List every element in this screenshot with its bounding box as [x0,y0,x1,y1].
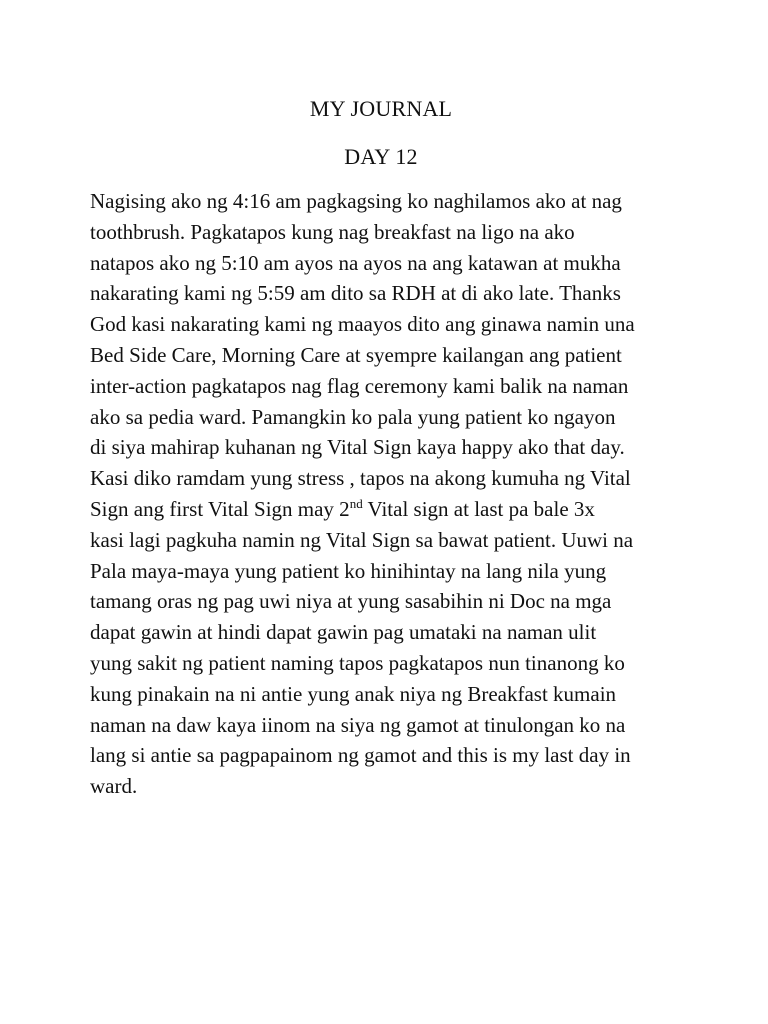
journal-body [90,186,690,802]
body-line: naman na daw kaya iinom na siya ng gamot at tinulongan ko na [90,712,626,737]
body-line: Nagising ako ng 4:16 am pagkagsing ko naghilamos ako at nag [90,189,622,213]
body-line: lang si antie sa pagpapainom ng gamot and this is my last day in [90,743,631,768]
body-line: toothbrush. Pagkatapos kung nag breakfast na ligo na ako [90,219,575,244]
body-line-with-superscript [90,494,690,525]
body-line: Bed Side Care, Morning Care at syempre kailangan ang patient [90,342,622,367]
body-line: God kasi nakarating kami ng maayos dito ang ginawa namin una [90,312,635,337]
body-line: inter-action pagkatapos nag flag ceremony kami balik na naman [90,373,629,398]
body-line: nakarating kami ng 5:59 am dito sa RDH at di ako late. Thanks [90,281,621,306]
body-line: ward. [90,774,138,799]
body-line: ako sa pedia ward. Pamangkin ko pala yung patient ko ngayon [90,404,616,429]
journal-title: MY JOURNAL [309,96,453,121]
line-text-after: Vital sign at last pa bale 3x [362,496,595,521]
body-line: Pala maya-maya yung patient ko hinihintay na lang nila yung [90,558,607,583]
line-text-before: Sign ang first Vital Sign may 2 [90,496,350,521]
body-line: kung pinakain na ni antie yung anak niya ng Breakfast kumain [90,681,617,706]
body-line: di siya mahirap kuhanan ng Vital Sign kaya happy ako that day. [90,435,625,460]
body-line: dapat gawin at hindi dapat gawin pag umataki na naman ulit [90,620,597,645]
body-line: natapos ako ng 5:10 am ayos na ayos na ang katawan at mukha [90,250,621,275]
ordinal-superscript: nd [349,495,363,511]
body-line: Kasi diko ramdam yung stress , tapos na akong kumuha ng Vital [90,466,631,491]
body-line: kasi lagi pagkuha namin ng Vital Sign sa bawat patient. Uuwi na [90,527,634,552]
body-line: tamang oras ng pag uwi niya at yung sasabihin ni Doc na mga [90,589,612,614]
day-heading: DAY 12 [344,144,418,169]
body-line: yung sakit ng patient naming tapos pagkatapos nun tinanong ko [90,650,625,675]
